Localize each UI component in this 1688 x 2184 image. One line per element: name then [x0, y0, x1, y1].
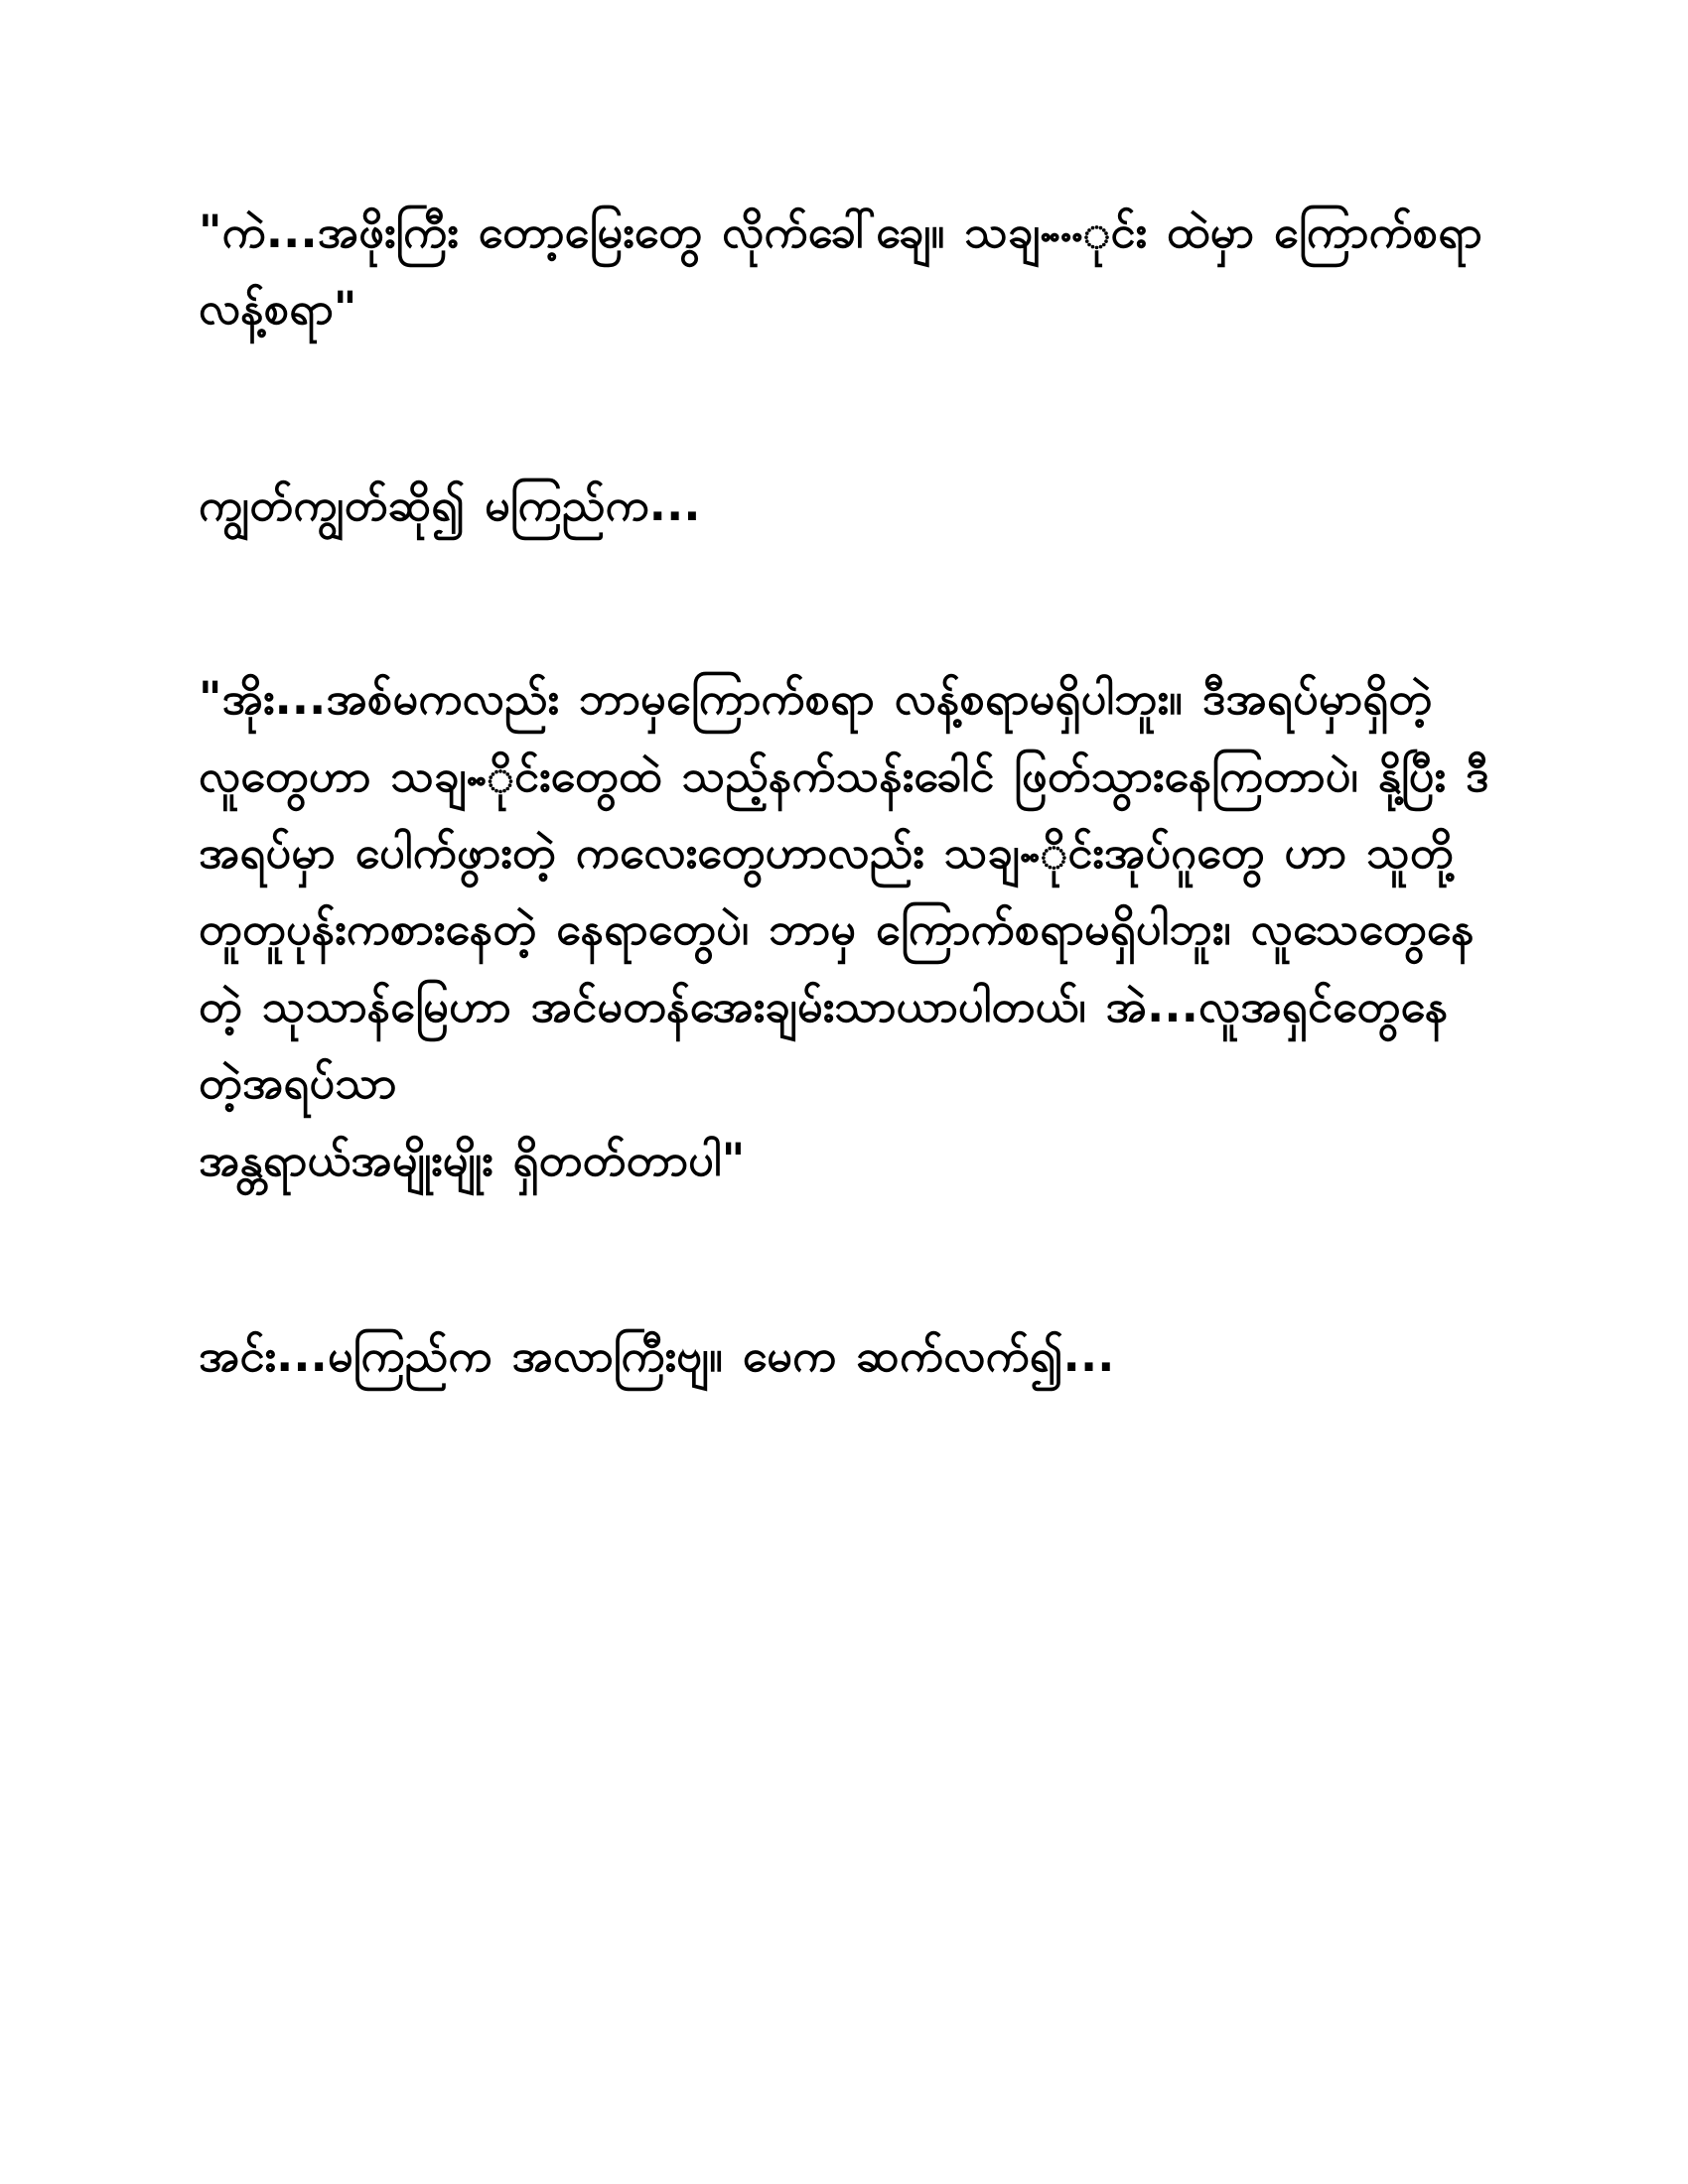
paragraph-narration-2: အင်း...မကြည်က အလာကြီးဗျ။ မေက ဆက်လက်၍...: [199, 1328, 1115, 1382]
paragraph-dialogue-1: "ကဲ...အဖိုးကြီး တော့မြေးတွေ လိုက်ခေါ်ချေ။ သချႌႋႋုင်း ထဲမှာ ကြောက်စရာ လန့်စရာ": [199, 205, 1502, 336]
paragraph-spacer: [199, 543, 1489, 660]
paragraph-spacer: [199, 347, 1489, 467]
paragraph-spacer: [199, 1198, 1489, 1317]
document-body: [199, 194, 1502, 1394]
paragraph-dialogue-2-continued: အန္တရာယ်အမျိုးမျိုး ရှိတတ်တာပါ": [199, 1133, 746, 1186]
paragraph-dialogue-2: "အိုး...အစ်မကလည်း ဘာမှကြောက်စရာ လန့်စရာမရှိပါဘူး။ ဒီအရပ်မှာရှိတဲ့ လူတွေဟာ သချႌိုင်းတွေထဲ သည့်နက်သန်းခေါင် ဖြတ်သွားနေကြတာပဲ၊ နို့ပြီး ဒီအရပ်မှာ ပေါက်ဖွားတဲ့ ကလေးတွေဟာလည်း သချႌိုင်းအုပ်ဂူတွေ ဟာ သူတို့ တူတူပုန်းကစားနေတဲ့ နေရာတွေပဲ၊ ဘာမှ ကြောက်စရာမရှိပါဘူး၊ လူသေတွေနေတဲ့ သုသာန်မြေဟာ အင်မတန်အေးချမ်းသာယာပါတယ်၊ အဲ...လူအရှင်တွေနေ တဲ့အရပ်သာ: [199, 672, 1489, 1110]
paragraph-narration-1: ကျွတ်ကျွတ်ဆို၍ မကြည်က...: [199, 478, 701, 531]
